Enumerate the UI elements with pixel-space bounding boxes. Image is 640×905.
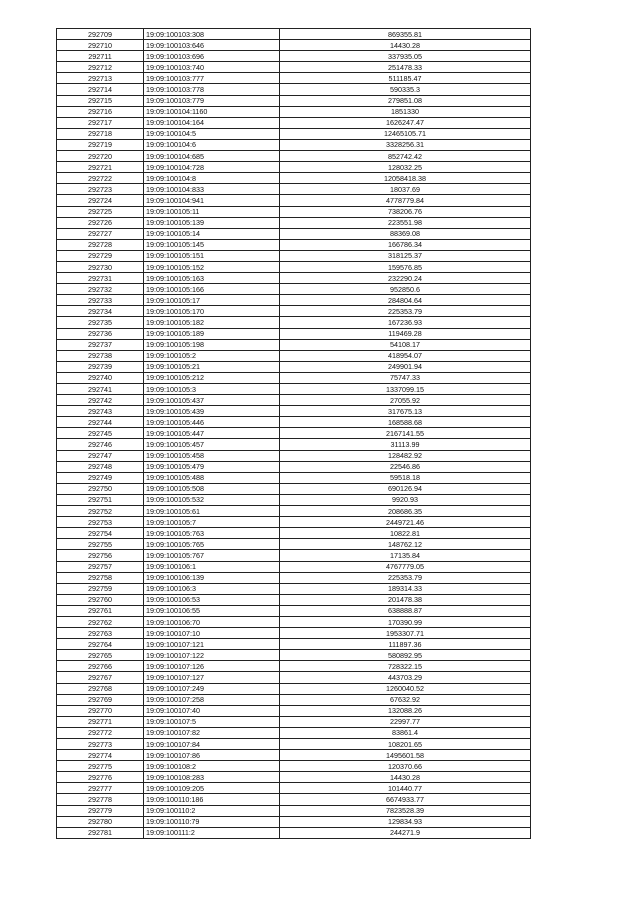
value-cell: 111897.36 — [280, 639, 531, 650]
table-row — [57, 350, 531, 361]
table-row — [57, 40, 531, 51]
row-number-cell: 292767 — [57, 672, 144, 683]
cadastral-number-cell: 19:09:100105:508 — [144, 483, 280, 494]
table-row — [57, 672, 531, 683]
row-number-cell: 292773 — [57, 739, 144, 750]
cadastral-number-cell: 19:09:100104:833 — [144, 184, 280, 195]
row-number-cell: 292752 — [57, 506, 144, 517]
table-row — [57, 783, 531, 794]
table-row — [57, 694, 531, 705]
value-cell: 638888.87 — [280, 605, 531, 616]
cadastral-number-cell: 19:09:100105:458 — [144, 450, 280, 461]
row-number-cell: 292759 — [57, 583, 144, 594]
value-cell: 22546.86 — [280, 461, 531, 472]
cadastral-number-cell: 19:09:100105:446 — [144, 417, 280, 428]
table-row — [57, 506, 531, 517]
row-number-cell: 292763 — [57, 628, 144, 639]
table-row — [57, 184, 531, 195]
cadastral-number-cell: 19:09:100103:696 — [144, 51, 280, 62]
row-number-cell: 292718 — [57, 128, 144, 139]
value-cell: 167236.93 — [280, 317, 531, 328]
value-cell: 12465105.71 — [280, 128, 531, 139]
value-cell: 1851330 — [280, 106, 531, 117]
row-number-cell: 292750 — [57, 483, 144, 494]
table-row — [57, 550, 531, 561]
table-row — [57, 384, 531, 395]
cadastral-number-cell: 19:09:100105:3 — [144, 384, 280, 395]
value-cell: 166786.34 — [280, 239, 531, 250]
value-cell: 31113.99 — [280, 439, 531, 450]
value-cell: 225353.79 — [280, 572, 531, 583]
cadastral-number-cell: 19:09:100107:5 — [144, 716, 280, 727]
row-number-cell: 292769 — [57, 694, 144, 705]
cadastral-number-cell: 19:09:100106:70 — [144, 616, 280, 627]
value-cell: 1495601.58 — [280, 750, 531, 761]
row-number-cell: 292764 — [57, 639, 144, 650]
value-cell: 590335.3 — [280, 84, 531, 95]
table-row — [57, 472, 531, 483]
row-number-cell: 292721 — [57, 162, 144, 173]
table-row — [57, 494, 531, 505]
row-number-cell: 292746 — [57, 439, 144, 450]
row-number-cell: 292723 — [57, 184, 144, 195]
value-cell: 6674933.77 — [280, 794, 531, 805]
value-cell: 852742.42 — [280, 151, 531, 162]
cadastral-number-cell: 19:09:100103:779 — [144, 95, 280, 106]
value-cell: 869355.81 — [280, 29, 531, 40]
cadastral-number-cell: 19:09:100105:139 — [144, 217, 280, 228]
value-cell: 738206.76 — [280, 206, 531, 217]
table-row — [57, 239, 531, 250]
value-cell: 1337099.15 — [280, 384, 531, 395]
cadastral-number-cell: 19:09:100105:767 — [144, 550, 280, 561]
value-cell: 18037.69 — [280, 184, 531, 195]
cadastral-number-cell: 19:09:100104:164 — [144, 117, 280, 128]
table-body — [57, 29, 531, 839]
table-row — [57, 328, 531, 339]
row-number-cell: 292775 — [57, 761, 144, 772]
row-number-cell: 292760 — [57, 594, 144, 605]
value-cell: 128482.92 — [280, 450, 531, 461]
value-cell: 690126.94 — [280, 483, 531, 494]
value-cell: 132088.26 — [280, 705, 531, 716]
value-cell: 119469.28 — [280, 328, 531, 339]
table-row — [57, 450, 531, 461]
table-row — [57, 273, 531, 284]
cadastral-number-cell: 19:09:100105:14 — [144, 228, 280, 239]
row-number-cell: 292740 — [57, 372, 144, 383]
value-cell: 318125.37 — [280, 250, 531, 261]
cadastral-number-cell: 19:09:100107:127 — [144, 672, 280, 683]
value-cell: 12058418.38 — [280, 173, 531, 184]
row-number-cell: 292713 — [57, 73, 144, 84]
row-number-cell: 292722 — [57, 173, 144, 184]
table-row — [57, 73, 531, 84]
table-row — [57, 128, 531, 139]
value-cell: 7823528.39 — [280, 805, 531, 816]
value-cell: 22997.77 — [280, 716, 531, 727]
table-row — [57, 650, 531, 661]
value-cell: 129834.93 — [280, 816, 531, 827]
table-row — [57, 683, 531, 694]
cadastral-number-cell: 19:09:100105:212 — [144, 372, 280, 383]
table-row — [57, 794, 531, 805]
row-number-cell: 292772 — [57, 727, 144, 738]
row-number-cell: 292745 — [57, 428, 144, 439]
table-row — [57, 827, 531, 838]
row-number-cell: 292749 — [57, 472, 144, 483]
value-cell: 279851.08 — [280, 95, 531, 106]
cadastral-number-cell: 19:09:100107:86 — [144, 750, 280, 761]
cadastral-number-cell: 19:09:100106:3 — [144, 583, 280, 594]
cadastral-number-cell: 19:09:100105:437 — [144, 395, 280, 406]
row-number-cell: 292754 — [57, 528, 144, 539]
cadastral-number-cell: 19:09:100105:21 — [144, 361, 280, 372]
table-row — [57, 95, 531, 106]
cadastral-number-cell: 19:09:100105:189 — [144, 328, 280, 339]
cadastral-number-cell: 19:09:100103:778 — [144, 84, 280, 95]
value-cell: 54108.17 — [280, 339, 531, 350]
value-cell: 10822.81 — [280, 528, 531, 539]
cadastral-number-cell: 19:09:100104:1160 — [144, 106, 280, 117]
row-number-cell: 292737 — [57, 339, 144, 350]
value-cell: 284804.64 — [280, 295, 531, 306]
value-cell: 580892.95 — [280, 650, 531, 661]
row-number-cell: 292732 — [57, 284, 144, 295]
table-row — [57, 727, 531, 738]
row-number-cell: 292730 — [57, 261, 144, 272]
row-number-cell: 292728 — [57, 239, 144, 250]
table-row — [57, 639, 531, 650]
value-cell: 75747.33 — [280, 372, 531, 383]
value-cell: 337935.05 — [280, 51, 531, 62]
row-number-cell: 292743 — [57, 406, 144, 417]
value-cell: 148762.12 — [280, 539, 531, 550]
value-cell: 128032.25 — [280, 162, 531, 173]
table-row — [57, 483, 531, 494]
row-number-cell: 292738 — [57, 350, 144, 361]
value-cell: 1260040.52 — [280, 683, 531, 694]
row-number-cell: 292742 — [57, 395, 144, 406]
row-number-cell: 292724 — [57, 195, 144, 206]
value-cell: 952850.6 — [280, 284, 531, 295]
value-cell: 27055.92 — [280, 395, 531, 406]
cadastral-number-cell: 19:09:100110:186 — [144, 794, 280, 805]
table-row — [57, 439, 531, 450]
table-row — [57, 361, 531, 372]
row-number-cell: 292779 — [57, 805, 144, 816]
row-number-cell: 292748 — [57, 461, 144, 472]
table-row — [57, 628, 531, 639]
row-number-cell: 292719 — [57, 139, 144, 150]
table-row — [57, 62, 531, 73]
value-cell: 14430.28 — [280, 772, 531, 783]
row-number-cell: 292768 — [57, 683, 144, 694]
table-row — [57, 750, 531, 761]
cadastral-number-cell: 19:09:100105:166 — [144, 284, 280, 295]
row-number-cell: 292736 — [57, 328, 144, 339]
table-row — [57, 772, 531, 783]
cadastral-number-cell: 19:09:100105:198 — [144, 339, 280, 350]
cadastral-number-cell: 19:09:100105:439 — [144, 406, 280, 417]
row-number-cell: 292757 — [57, 561, 144, 572]
cadastral-number-cell: 19:09:100103:740 — [144, 62, 280, 73]
cadastral-number-cell: 19:09:100105:170 — [144, 306, 280, 317]
table-row — [57, 228, 531, 239]
row-number-cell: 292751 — [57, 494, 144, 505]
cadastral-number-cell: 19:09:100106:53 — [144, 594, 280, 605]
cadastral-number-cell: 19:09:100105:182 — [144, 317, 280, 328]
row-number-cell: 292780 — [57, 816, 144, 827]
table-row — [57, 739, 531, 750]
cadastral-value-table — [56, 28, 531, 839]
cadastral-number-cell: 19:09:100105:2 — [144, 350, 280, 361]
row-number-cell: 292766 — [57, 661, 144, 672]
value-cell: 251478.33 — [280, 62, 531, 73]
cadastral-number-cell: 19:09:100103:777 — [144, 73, 280, 84]
row-number-cell: 292731 — [57, 273, 144, 284]
table-row — [57, 117, 531, 128]
row-number-cell: 292739 — [57, 361, 144, 372]
cadastral-number-cell: 19:09:100110:2 — [144, 805, 280, 816]
cadastral-number-cell: 19:09:100108:2 — [144, 761, 280, 772]
value-cell: 4767779.05 — [280, 561, 531, 572]
row-number-cell: 292774 — [57, 750, 144, 761]
cadastral-number-cell: 19:09:100106:55 — [144, 605, 280, 616]
row-number-cell: 292729 — [57, 250, 144, 261]
cadastral-number-cell: 19:09:100111:2 — [144, 827, 280, 838]
value-cell: 511185.47 — [280, 73, 531, 84]
value-cell: 67632.92 — [280, 694, 531, 705]
table-row — [57, 195, 531, 206]
value-cell: 225353.79 — [280, 306, 531, 317]
table-row — [57, 705, 531, 716]
cadastral-number-cell: 19:09:100107:126 — [144, 661, 280, 672]
table-row — [57, 816, 531, 827]
row-number-cell: 292762 — [57, 616, 144, 627]
row-number-cell: 292776 — [57, 772, 144, 783]
row-number-cell: 292733 — [57, 295, 144, 306]
table-row — [57, 284, 531, 295]
value-cell: 1626247.47 — [280, 117, 531, 128]
value-cell: 249901.94 — [280, 361, 531, 372]
table-row — [57, 29, 531, 40]
table-row — [57, 317, 531, 328]
row-number-cell: 292734 — [57, 306, 144, 317]
table-row — [57, 428, 531, 439]
table-row — [57, 461, 531, 472]
table-row — [57, 616, 531, 627]
row-number-cell: 292727 — [57, 228, 144, 239]
row-number-cell: 292710 — [57, 40, 144, 51]
cadastral-number-cell: 19:09:100107:40 — [144, 705, 280, 716]
value-cell: 120370.66 — [280, 761, 531, 772]
row-number-cell: 292744 — [57, 417, 144, 428]
cadastral-number-cell: 19:09:100103:646 — [144, 40, 280, 51]
table-row — [57, 173, 531, 184]
value-cell: 189314.33 — [280, 583, 531, 594]
row-number-cell: 292716 — [57, 106, 144, 117]
value-cell: 101440.77 — [280, 783, 531, 794]
table-row — [57, 583, 531, 594]
table-row — [57, 295, 531, 306]
row-number-cell: 292761 — [57, 605, 144, 616]
table-row — [57, 339, 531, 350]
value-cell: 728322.15 — [280, 661, 531, 672]
cadastral-number-cell: 19:09:100106:139 — [144, 572, 280, 583]
value-cell: 2449721.46 — [280, 517, 531, 528]
value-cell: 159576.85 — [280, 261, 531, 272]
value-cell: 3328256.31 — [280, 139, 531, 150]
row-number-cell: 292756 — [57, 550, 144, 561]
value-cell: 443703.29 — [280, 672, 531, 683]
table-row — [57, 594, 531, 605]
cadastral-number-cell: 19:09:100105:457 — [144, 439, 280, 450]
cadastral-number-cell: 19:09:100105:7 — [144, 517, 280, 528]
table-row — [57, 395, 531, 406]
cadastral-number-cell: 19:09:100106:1 — [144, 561, 280, 572]
cadastral-number-cell: 19:09:100108:283 — [144, 772, 280, 783]
cadastral-number-cell: 19:09:100104:728 — [144, 162, 280, 173]
cadastral-number-cell: 19:09:100105:145 — [144, 239, 280, 250]
value-cell: 244271.9 — [280, 827, 531, 838]
value-cell: 223551.98 — [280, 217, 531, 228]
row-number-cell: 292735 — [57, 317, 144, 328]
cadastral-number-cell: 19:09:100107:249 — [144, 683, 280, 694]
row-number-cell: 292711 — [57, 51, 144, 62]
cadastral-number-cell: 19:09:100104:6 — [144, 139, 280, 150]
table-row — [57, 417, 531, 428]
table-row — [57, 250, 531, 261]
table-row — [57, 206, 531, 217]
table-row — [57, 805, 531, 816]
table-row — [57, 217, 531, 228]
cadastral-number-cell: 19:09:100104:685 — [144, 151, 280, 162]
table-row — [57, 306, 531, 317]
table-row — [57, 761, 531, 772]
cadastral-number-cell: 19:09:100110:79 — [144, 816, 280, 827]
row-number-cell: 292753 — [57, 517, 144, 528]
cadastral-number-cell: 19:09:100105:17 — [144, 295, 280, 306]
value-cell: 9920.93 — [280, 494, 531, 505]
table-row — [57, 261, 531, 272]
cadastral-number-cell: 19:09:100105:763 — [144, 528, 280, 539]
table-row — [57, 372, 531, 383]
table-row — [57, 528, 531, 539]
cadastral-number-cell: 19:09:100107:122 — [144, 650, 280, 661]
value-cell: 170390.99 — [280, 616, 531, 627]
cadastral-number-cell: 19:09:100105:151 — [144, 250, 280, 261]
table-row — [57, 716, 531, 727]
cadastral-number-cell: 19:09:100105:11 — [144, 206, 280, 217]
table-row — [57, 517, 531, 528]
table-row — [57, 51, 531, 62]
table-row — [57, 106, 531, 117]
row-number-cell: 292709 — [57, 29, 144, 40]
value-cell: 108201.65 — [280, 739, 531, 750]
table-row — [57, 661, 531, 672]
cadastral-number-cell: 19:09:100107:84 — [144, 739, 280, 750]
value-cell: 1953307.71 — [280, 628, 531, 639]
row-number-cell: 292777 — [57, 783, 144, 794]
value-cell: 2167141.55 — [280, 428, 531, 439]
cadastral-number-cell: 19:09:100104:8 — [144, 173, 280, 184]
row-number-cell: 292720 — [57, 151, 144, 162]
cadastral-number-cell: 19:09:100107:82 — [144, 727, 280, 738]
table-row — [57, 84, 531, 95]
value-cell: 418954.07 — [280, 350, 531, 361]
table-row — [57, 572, 531, 583]
value-cell: 17135.84 — [280, 550, 531, 561]
table-row — [57, 139, 531, 150]
cadastral-number-cell: 19:09:100107:10 — [144, 628, 280, 639]
value-cell: 4778779.84 — [280, 195, 531, 206]
cadastral-number-cell: 19:09:100104:941 — [144, 195, 280, 206]
row-number-cell: 292715 — [57, 95, 144, 106]
cadastral-number-cell: 19:09:100105:488 — [144, 472, 280, 483]
value-cell: 168588.68 — [280, 417, 531, 428]
cadastral-number-cell: 19:09:100105:163 — [144, 273, 280, 284]
cadastral-number-cell: 19:09:100109:205 — [144, 783, 280, 794]
cadastral-number-cell: 19:09:100105:765 — [144, 539, 280, 550]
row-number-cell: 292771 — [57, 716, 144, 727]
cadastral-number-cell: 19:09:100103:308 — [144, 29, 280, 40]
row-number-cell: 292778 — [57, 794, 144, 805]
cadastral-number-cell: 19:09:100104:5 — [144, 128, 280, 139]
row-number-cell: 292755 — [57, 539, 144, 550]
table-row — [57, 561, 531, 572]
value-cell: 208686.35 — [280, 506, 531, 517]
row-number-cell: 292758 — [57, 572, 144, 583]
cadastral-number-cell: 19:09:100107:121 — [144, 639, 280, 650]
value-cell: 83861.4 — [280, 727, 531, 738]
row-number-cell: 292741 — [57, 384, 144, 395]
value-cell: 14430.28 — [280, 40, 531, 51]
row-number-cell: 292725 — [57, 206, 144, 217]
cadastral-number-cell: 19:09:100105:479 — [144, 461, 280, 472]
value-cell: 317675.13 — [280, 406, 531, 417]
row-number-cell: 292717 — [57, 117, 144, 128]
row-number-cell: 292726 — [57, 217, 144, 228]
row-number-cell: 292781 — [57, 827, 144, 838]
table-row — [57, 605, 531, 616]
row-number-cell: 292712 — [57, 62, 144, 73]
row-number-cell: 292765 — [57, 650, 144, 661]
value-cell: 232290.24 — [280, 273, 531, 284]
table-row — [57, 162, 531, 173]
cadastral-number-cell: 19:09:100105:61 — [144, 506, 280, 517]
row-number-cell: 292747 — [57, 450, 144, 461]
table-row — [57, 151, 531, 162]
table-row — [57, 539, 531, 550]
cadastral-number-cell: 19:09:100105:152 — [144, 261, 280, 272]
row-number-cell: 292714 — [57, 84, 144, 95]
value-cell: 59518.18 — [280, 472, 531, 483]
value-cell: 88369.08 — [280, 228, 531, 239]
value-cell: 201478.38 — [280, 594, 531, 605]
cadastral-number-cell: 19:09:100105:447 — [144, 428, 280, 439]
cadastral-number-cell: 19:09:100105:532 — [144, 494, 280, 505]
table-row — [57, 406, 531, 417]
row-number-cell: 292770 — [57, 705, 144, 716]
cadastral-number-cell: 19:09:100107:258 — [144, 694, 280, 705]
